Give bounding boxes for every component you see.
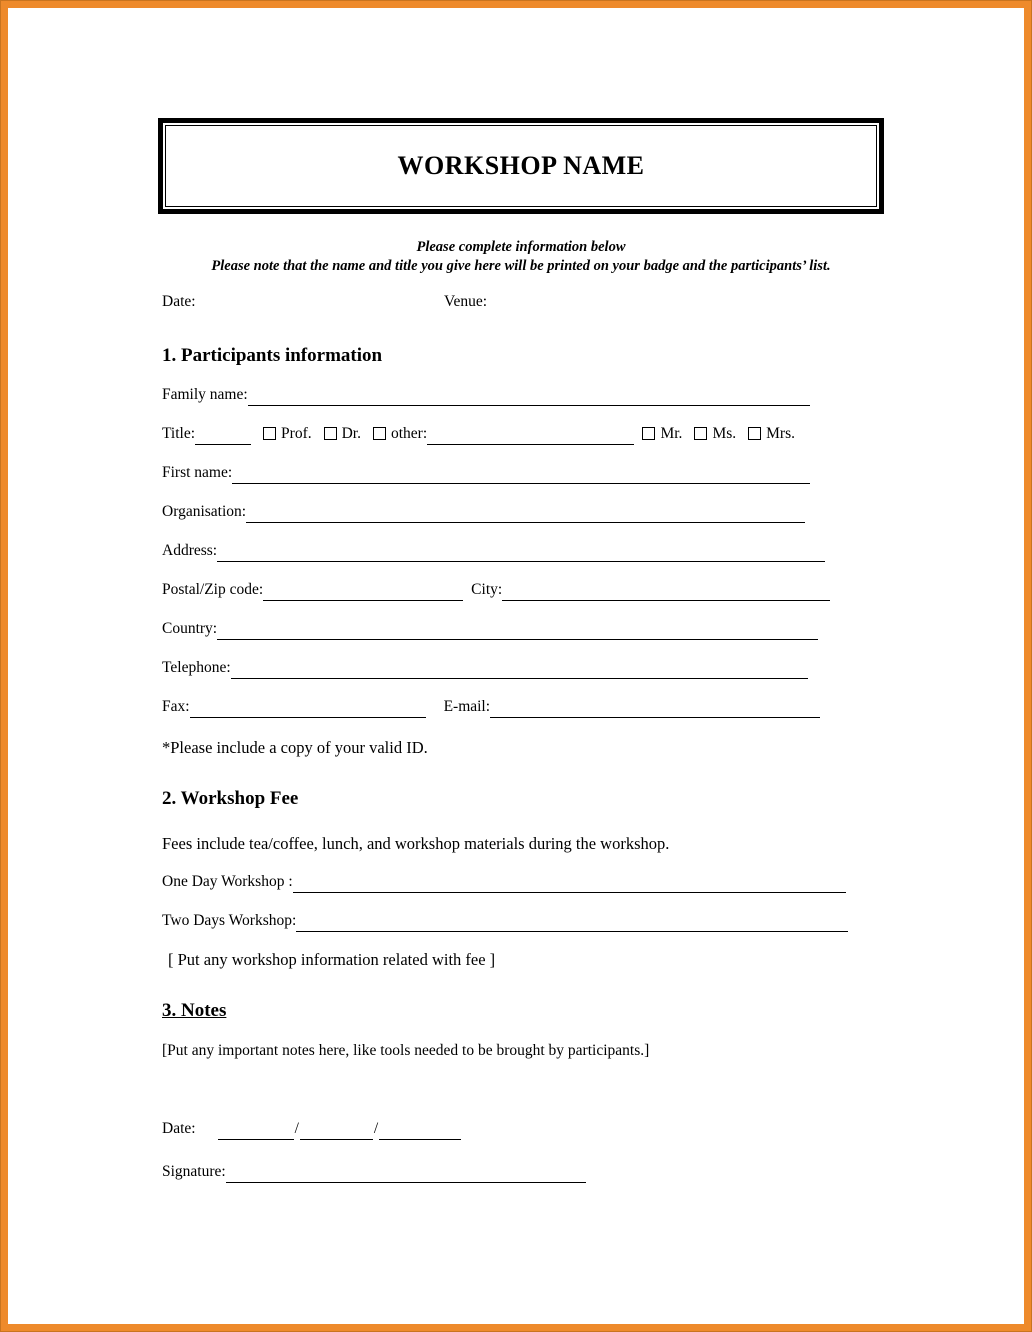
signature-label: Signature: [162, 1163, 226, 1180]
email-field-line[interactable] [490, 714, 820, 718]
section-notes-heading: 3. Notes [162, 1000, 227, 1021]
footer-date-row [162, 1118, 902, 1140]
one-day-fee-field-line[interactable] [293, 889, 846, 893]
signature-field-line[interactable] [226, 1179, 586, 1183]
intro-note [158, 238, 884, 276]
title-row [162, 423, 795, 445]
date-label: Date: [162, 293, 196, 310]
page-title: WORKSHOP NAME [397, 151, 645, 180]
date-separator-1: / [294, 1120, 299, 1137]
dr-label: Dr. [341, 425, 361, 442]
option-mr [642, 423, 682, 445]
mr-checkbox[interactable] [642, 427, 655, 440]
workshop-title-box [158, 118, 884, 214]
two-days-workshop-label: Two Days Workshop: [162, 912, 297, 929]
option-mrs [748, 423, 795, 445]
fax-field-line[interactable] [190, 714, 426, 718]
date-venue-row [162, 293, 902, 315]
first-name-row [162, 462, 810, 484]
notes-placeholder: [Put any important notes here, like tools needed to be brought by participants.] [162, 1042, 650, 1059]
country-label: Country: [162, 620, 218, 637]
organisation-label: Organisation: [162, 503, 247, 520]
dr-checkbox[interactable] [324, 427, 337, 440]
section-participants-heading: 1. Participants information [162, 345, 383, 366]
first-name-field-line[interactable] [232, 480, 810, 484]
footer-date-month-line[interactable] [300, 1136, 373, 1140]
email-label: E-mail: [443, 698, 491, 715]
option-ms [694, 423, 736, 445]
ms-checkbox[interactable] [694, 427, 707, 440]
country-row [162, 618, 818, 640]
mrs-label: Mrs. [766, 425, 795, 442]
fax-label: Fax: [162, 698, 190, 715]
fax-email-row [162, 696, 820, 718]
footer-date-label: Date: [162, 1120, 196, 1137]
one-day-workshop-label: One Day Workshop : [162, 873, 293, 890]
intro-line-2: Please note that the name and title you give here will be printed on your badge and the participants’ list. [211, 258, 831, 274]
organisation-row [162, 501, 805, 523]
telephone-row [162, 657, 808, 679]
section-fee-heading: 2. Workshop Fee [162, 788, 299, 809]
valid-id-note: *Please include a copy of your valid ID. [162, 738, 428, 757]
prof-label: Prof. [281, 425, 312, 442]
title-field-line[interactable] [195, 441, 251, 445]
venue-label: Venue: [444, 293, 488, 310]
address-row [162, 540, 825, 562]
address-field-line[interactable] [217, 558, 825, 562]
signature-row [162, 1161, 902, 1183]
family-name-field-line[interactable] [248, 402, 810, 406]
organisation-field-line[interactable] [246, 519, 805, 523]
country-field-line[interactable] [217, 636, 818, 640]
other-checkbox[interactable] [373, 427, 386, 440]
other-label: other: [390, 425, 428, 442]
title-label: Title: [162, 425, 196, 442]
two-days-fee-field-line[interactable] [296, 928, 848, 932]
mrs-checkbox[interactable] [748, 427, 761, 440]
mr-label: Mr. [660, 425, 683, 442]
fee-info-placeholder: [ Put any workshop information related with fee ] [168, 950, 496, 969]
city-field-line[interactable] [502, 597, 830, 601]
one-day-workshop-row [162, 871, 846, 893]
telephone-label: Telephone: [162, 659, 231, 676]
option-other [373, 423, 427, 445]
document-body [162, 8, 902, 1183]
option-prof [263, 423, 312, 445]
intro-line-1: Please complete information below [416, 239, 626, 255]
telephone-field-line[interactable] [231, 675, 808, 679]
date-separator-2: / [373, 1120, 379, 1137]
ms-label: Ms. [712, 425, 737, 442]
address-label: Address: [162, 542, 218, 559]
postal-field-line[interactable] [263, 597, 463, 601]
family-name-label: Family name: [162, 386, 248, 403]
city-label: City: [471, 581, 503, 598]
footer-date-year-line[interactable] [379, 1136, 461, 1140]
fee-description: Fees include tea/coffee, lunch, and workshop materials during the workshop. [162, 834, 670, 853]
first-name-label: First name: [162, 464, 233, 481]
prof-checkbox[interactable] [263, 427, 276, 440]
title-other-field-line[interactable] [427, 441, 634, 445]
workshop-title-inner-border [165, 125, 877, 207]
two-days-workshop-row [162, 910, 848, 932]
footer-date-day-line[interactable] [218, 1136, 294, 1140]
postal-city-row [162, 579, 830, 601]
postal-label: Postal/Zip code: [162, 581, 264, 598]
option-dr [324, 423, 361, 445]
family-name-row [162, 384, 810, 406]
